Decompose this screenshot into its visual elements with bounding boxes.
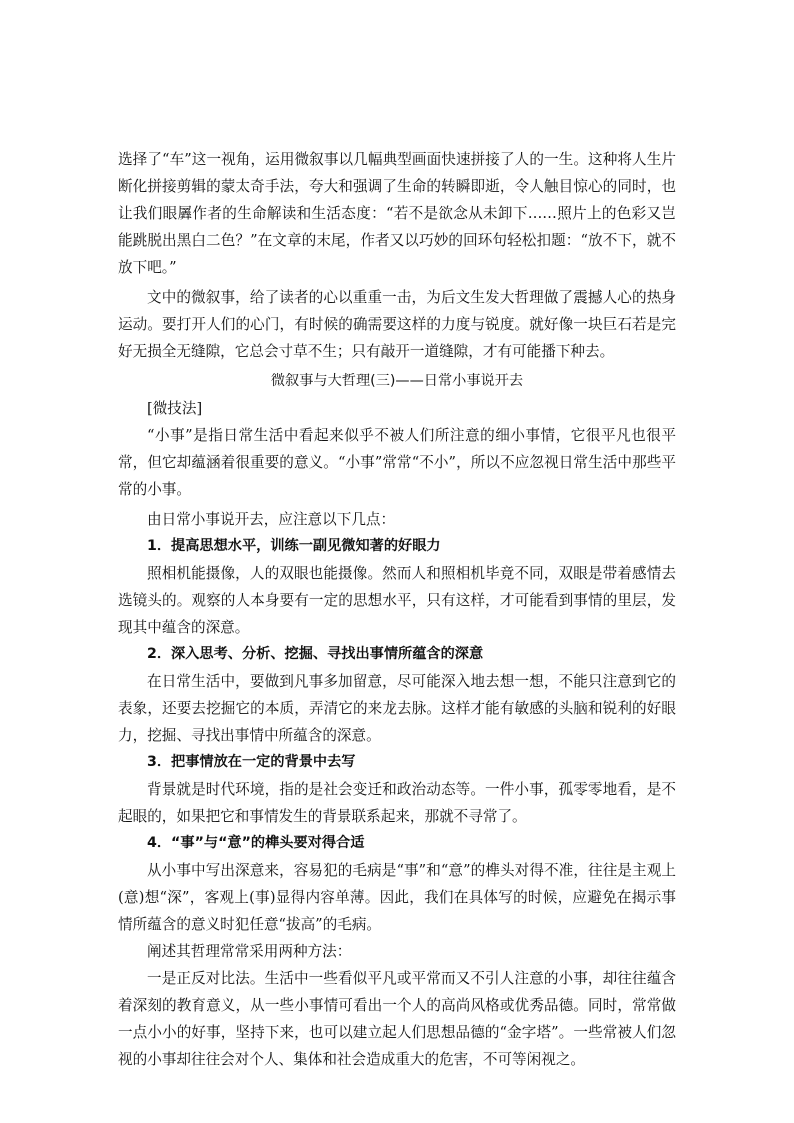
point-2-body: 在日常生活中，要做到凡事多加留意，尽可能深入地去想一想，不能只注意到它的表象，还要去挖掘它的本质，弄清它的来龙去脉。这样才能有敏感的头脑和锐利的好眼力，挖掘、寻找出事情中所蕴含的深意。: [118, 673, 676, 744]
page-content: [118, 146, 676, 1073]
point-2-heading: 2．深入思考、分析、挖掘、寻找出事情所蕴含的深意: [147, 646, 484, 662]
section-title: 微叙事与大哲理(三)——日常小事说开去: [270, 373, 524, 389]
point-4-heading: 4．“事”与“意”的榫头要对得合适: [147, 835, 365, 851]
point-4-body: 从小事中写出深意来，容易犯的毛病是“事”和“意”的榫头对得不准，往往是主观上(意)想“深”，客观上(事)显得内容单薄。因此，我们在具体写的时候，应避免在揭示事情所蕴含的意义时犯任意“拔高”的毛病。: [118, 862, 676, 933]
intro-paragraph-1: 选择了“车”这一视角，运用微叙事以几幅典型画面快速拼接了人的一生。这种将人生片断化拼接剪辑的蒙太奇手法，夸大和强调了生命的转瞬即逝，令人触目惊心的同时，也让我们眼羼作者的生命解读和生活态度：“若不是欲念从未卸下……照片上的色彩又岂能跳脱出黑白二色？”在文章的末尾，作者又以巧妙的回环句轻松扣题：“放不下，就不放下吧。”: [118, 151, 676, 276]
point-1-body: 照相机能摄像，人的双眼也能摄像。然而人和照相机毕竟不同，双眼是带着感情去选镜头的。观察的人本身要有一定的思想水平，只有这样，才可能看到事情的里层，发现其中蕴含的深意。: [118, 565, 676, 636]
section-paragraph-2: 由日常小事说开去，应注意以下几点：: [147, 511, 396, 528]
section-tag: [微技法]: [147, 400, 203, 417]
point-3-body: 背景就是时代环境，指的是社会变迁和政治动态等。一件小事，孤零零地看，是不起眼的，如果把它和事情发生的背景联系起来，那就不寻常了。: [118, 781, 676, 825]
point-1-heading: 1．提高思想水平，训练一副见微知著的好眼力: [147, 538, 441, 554]
section-paragraph-4: 一是正反对比法。生活中一些看似平凡或平常而又不引人注意的小事，却往往蕴含着深刻的教育意义，从一些小事情可看出一个人的高尚风格或优秀品德。同时，常常做一点小小的好事，坚持下来，也可以建立起人们思想品德的“金字塔”。一些常被人们忽视的小事却往往会对个人、集体和社会造成重大的危害，不可等闲视之。: [118, 970, 676, 1068]
section-paragraph-1: “小事”是指日常生活中看起来似乎不被人们所注意的细小事情，它很平凡也很平常，但它却蕴涵着很重要的意义。“小事”常常“不小”，所以不应忽视日常生活中那些平常的小事。: [118, 427, 676, 498]
intro-paragraph-2: 文中的微叙事，给了读者的心以重重一击，为后文生发大哲理做了震撼人心的热身运动。要打开人们的心门，有时候的确需要这样的力度与锐度。就好像一块巨石若是完好无损全无缝隙，它总会寸草不生；只有敲开一道缝隙，才有可能播下种去。: [118, 289, 676, 360]
point-3-heading: 3．把事情放在一定的背景中去写: [147, 754, 356, 770]
section-paragraph-3: 阐述其哲理常常采用两种方法：: [147, 943, 352, 960]
